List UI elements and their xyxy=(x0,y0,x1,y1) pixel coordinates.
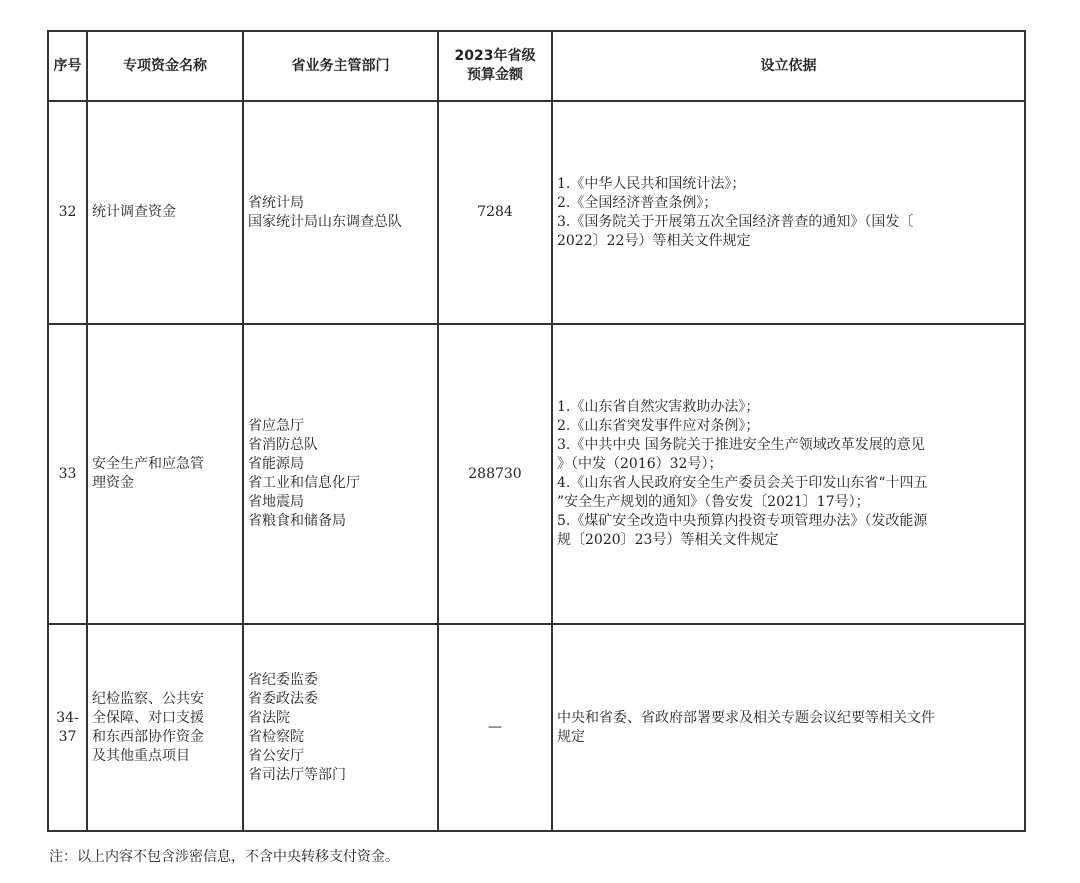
header-amount-line: 预算金额 xyxy=(467,67,523,83)
header-amount-line: 2023年省级 xyxy=(454,48,536,64)
departments-line: 省委政法委 xyxy=(248,690,318,707)
basis-line: 2022〕22号）等相关文件规定 xyxy=(557,232,751,249)
budget-table xyxy=(47,30,1026,832)
departments xyxy=(243,624,438,831)
departments-line: 省应急厅 xyxy=(248,418,304,434)
departments-line: 省检察院 xyxy=(248,728,304,745)
header-basis: 设立依据 xyxy=(552,31,1025,101)
departments xyxy=(243,101,438,324)
departments-line: 省工业和信息化厅 xyxy=(248,475,360,491)
basis-line: 5.《煤矿安全改造中央预算内投资专项管理办法》（发改能源 xyxy=(557,513,928,529)
basis xyxy=(552,624,1025,831)
basis-line: 规〔2020〕23号）等相关文件规定 xyxy=(557,532,779,548)
departments-line: 国家统计局山东调查总队 xyxy=(248,213,402,230)
table-row xyxy=(48,324,1025,624)
header-row xyxy=(48,31,1025,101)
basis-line: 中央和省委、省政府部署要求及相关专题会议纪要等相关文件 xyxy=(557,709,935,726)
fund-name-line: 理资金 xyxy=(92,475,134,491)
fund-name xyxy=(87,324,243,624)
basis-line: 规定 xyxy=(557,728,585,745)
fund-name-line: 纪检监察、公共安 xyxy=(92,690,204,707)
basis xyxy=(552,324,1025,624)
departments-line: 省公安厅 xyxy=(248,747,304,764)
row-number: 33 xyxy=(48,324,87,624)
departments-line: 省法院 xyxy=(248,709,290,726)
budget-amount: — xyxy=(438,624,552,831)
table-row xyxy=(48,101,1025,324)
header-dept: 省业务主管部门 xyxy=(243,31,438,101)
departments-line: 省粮食和储备局 xyxy=(248,513,346,529)
fund-name-line: 全保障、对口支援 xyxy=(92,709,204,726)
departments-line: 省统计局 xyxy=(248,194,304,211)
fund-name-line: 安全生产和应急管 xyxy=(92,456,204,472)
fund-name-line: 统计调查资金 xyxy=(92,204,176,220)
budget-amount: 288730 xyxy=(438,324,552,624)
fund-name-line: 及其他重点项目 xyxy=(92,747,190,764)
basis-line: 3.《国务院关于开展第五次全国经济普查的通知》（国发〔 xyxy=(557,213,914,230)
departments-line: 省纪委监委 xyxy=(248,671,318,688)
header-no: 序号 xyxy=(48,31,87,101)
table-row xyxy=(48,624,1025,831)
departments-line: 省司法厅等部门 xyxy=(248,766,346,783)
basis-line: 2.《山东省突发事件应对条例》； xyxy=(557,418,760,434)
footnote: 注：以上内容不包含涉密信息，不含中央转移支付资金。 xyxy=(49,849,399,865)
header-amount xyxy=(438,31,552,101)
basis-line: 》（中发（2016）32号）； xyxy=(557,456,723,472)
row-number: 32 xyxy=(48,101,87,324)
row-number: 34-37 xyxy=(48,624,87,831)
basis-line: 1.《中华人民共和国统计法》； xyxy=(557,175,746,192)
basis-line: ”安全生产规划的通知》（鲁安发〔2021〕17号）； xyxy=(557,494,870,510)
fund-name xyxy=(87,624,243,831)
departments-line: 省能源局 xyxy=(248,456,304,472)
basis xyxy=(552,101,1025,324)
header-name: 专项资金名称 xyxy=(87,31,243,101)
basis-line: 1.《山东省自然灾害救助办法》； xyxy=(557,399,760,415)
basis-line: 3.《中共中央 国务院关于推进安全生产领域改革发展的意见 xyxy=(557,437,925,453)
departments xyxy=(243,324,438,624)
fund-name xyxy=(87,101,243,324)
basis-line: 4.《山东省人民政府安全生产委员会关于印发山东省“十四五 xyxy=(557,475,928,491)
basis-line: 2.《全国经济普查条例》； xyxy=(557,194,718,211)
budget-amount: 7284 xyxy=(438,101,552,324)
departments-line: 省地震局 xyxy=(248,494,304,510)
fund-name-line: 和东西部协作资金 xyxy=(92,728,204,745)
departments-line: 省消防总队 xyxy=(248,437,318,453)
